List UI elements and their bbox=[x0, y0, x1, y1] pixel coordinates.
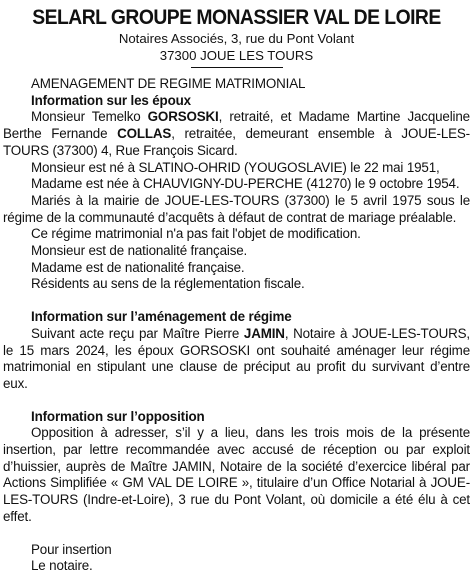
opposition-paragraph: Opposition à adresser, s’il y a lieu, dans les trois mois de la présente insertion, par lettre recommandée avec accusé de réception ou par exploit d’huissier, auprès de Maître JAMIN, Notaire de la société d’exercice libéral par Actions Simplifiée « GM VAL DE LOIRE », titulaire d’un Office Notarial à JOUE-LES-TOURS (Indre-et-Loire), 3 rue du Pont Volant, où domicile a été élu à cet effet. bbox=[3, 425, 470, 524]
spouses-paragraph bbox=[3, 109, 470, 159]
spacer bbox=[3, 293, 470, 309]
amendment-text-1: Suivant acte reçu par Maître Pierre bbox=[31, 325, 244, 341]
wife-surname: COLLAS bbox=[117, 126, 172, 142]
notice-title: SELARL GROUPE MONASSIER VAL DE LOIRE bbox=[32, 5, 441, 29]
section-heading-opposition: Information sur l’opposition bbox=[31, 408, 205, 424]
husband-surname: GORSOSKI bbox=[147, 109, 219, 125]
closing-line-1: Pour insertion bbox=[31, 541, 112, 557]
spouses-text-1: Monsieur Temelko bbox=[31, 109, 148, 125]
closing-line-2: Le notaire. bbox=[31, 558, 93, 574]
husband-birth: Monsieur est né à SLATINO-OHRID (YOUGOSLAVIE) le 22 mai 1951, bbox=[31, 159, 440, 175]
wife-birth: Madame est née à CHAUVIGNY-DU-PERCHE (41270) le 9 octobre 1954. bbox=[31, 176, 460, 192]
husband-nationality: Monsieur est de nationalité française. bbox=[31, 243, 248, 259]
wife-nationality: Madame est de nationalité française. bbox=[31, 259, 245, 275]
amendment-paragraph bbox=[3, 326, 470, 393]
spouses-text-2: , retraité, et Madame Martine Jacqueline Berthe Fernande bbox=[3, 109, 470, 142]
header-divider bbox=[191, 67, 283, 68]
spacer bbox=[3, 393, 470, 409]
address-line-2: 37300 JOUE LES TOURS bbox=[159, 48, 314, 63]
notice-body bbox=[3, 76, 470, 575]
notary-surname: JAMIN bbox=[243, 325, 285, 341]
tax-residency: Résidents au sens de la réglementation fiscale. bbox=[31, 276, 305, 292]
regime-unchanged: Ce régime matrimonial n'a pas fait l'objet de modification. bbox=[31, 226, 361, 242]
spacer bbox=[3, 526, 470, 542]
amendment-text-2: , Notaire à JOUE-LES-TOURS, le 15 mars 2024, les époux GORSOSKI ont souhaité aménager leur régime matrimonial en stipulant une clause de préciput au profit du survivant d’entre eux. bbox=[3, 325, 471, 391]
marriage-info: Mariés à la mairie de JOUE-LES-TOURS (37300) le 5 avril 1975 sous le régime de la communauté d’acquêts à défaut de contrat de mariage préalable. bbox=[3, 192, 470, 225]
section-heading-spouses: Information sur les époux bbox=[31, 92, 191, 108]
section-heading-amendment: Information sur l’aménagement de régime bbox=[31, 309, 292, 325]
notice-subject: AMENAGEMENT DE REGIME MATRIMONIAL bbox=[31, 76, 306, 91]
spouses-text-3: , retraitée, demeurant ensemble à JOUE-LES-TOURS (37300) 4, Rue François Sicard. bbox=[3, 126, 470, 158]
address-line-1: Notaires Associés, 3, rue du Pont Volant bbox=[118, 31, 355, 46]
